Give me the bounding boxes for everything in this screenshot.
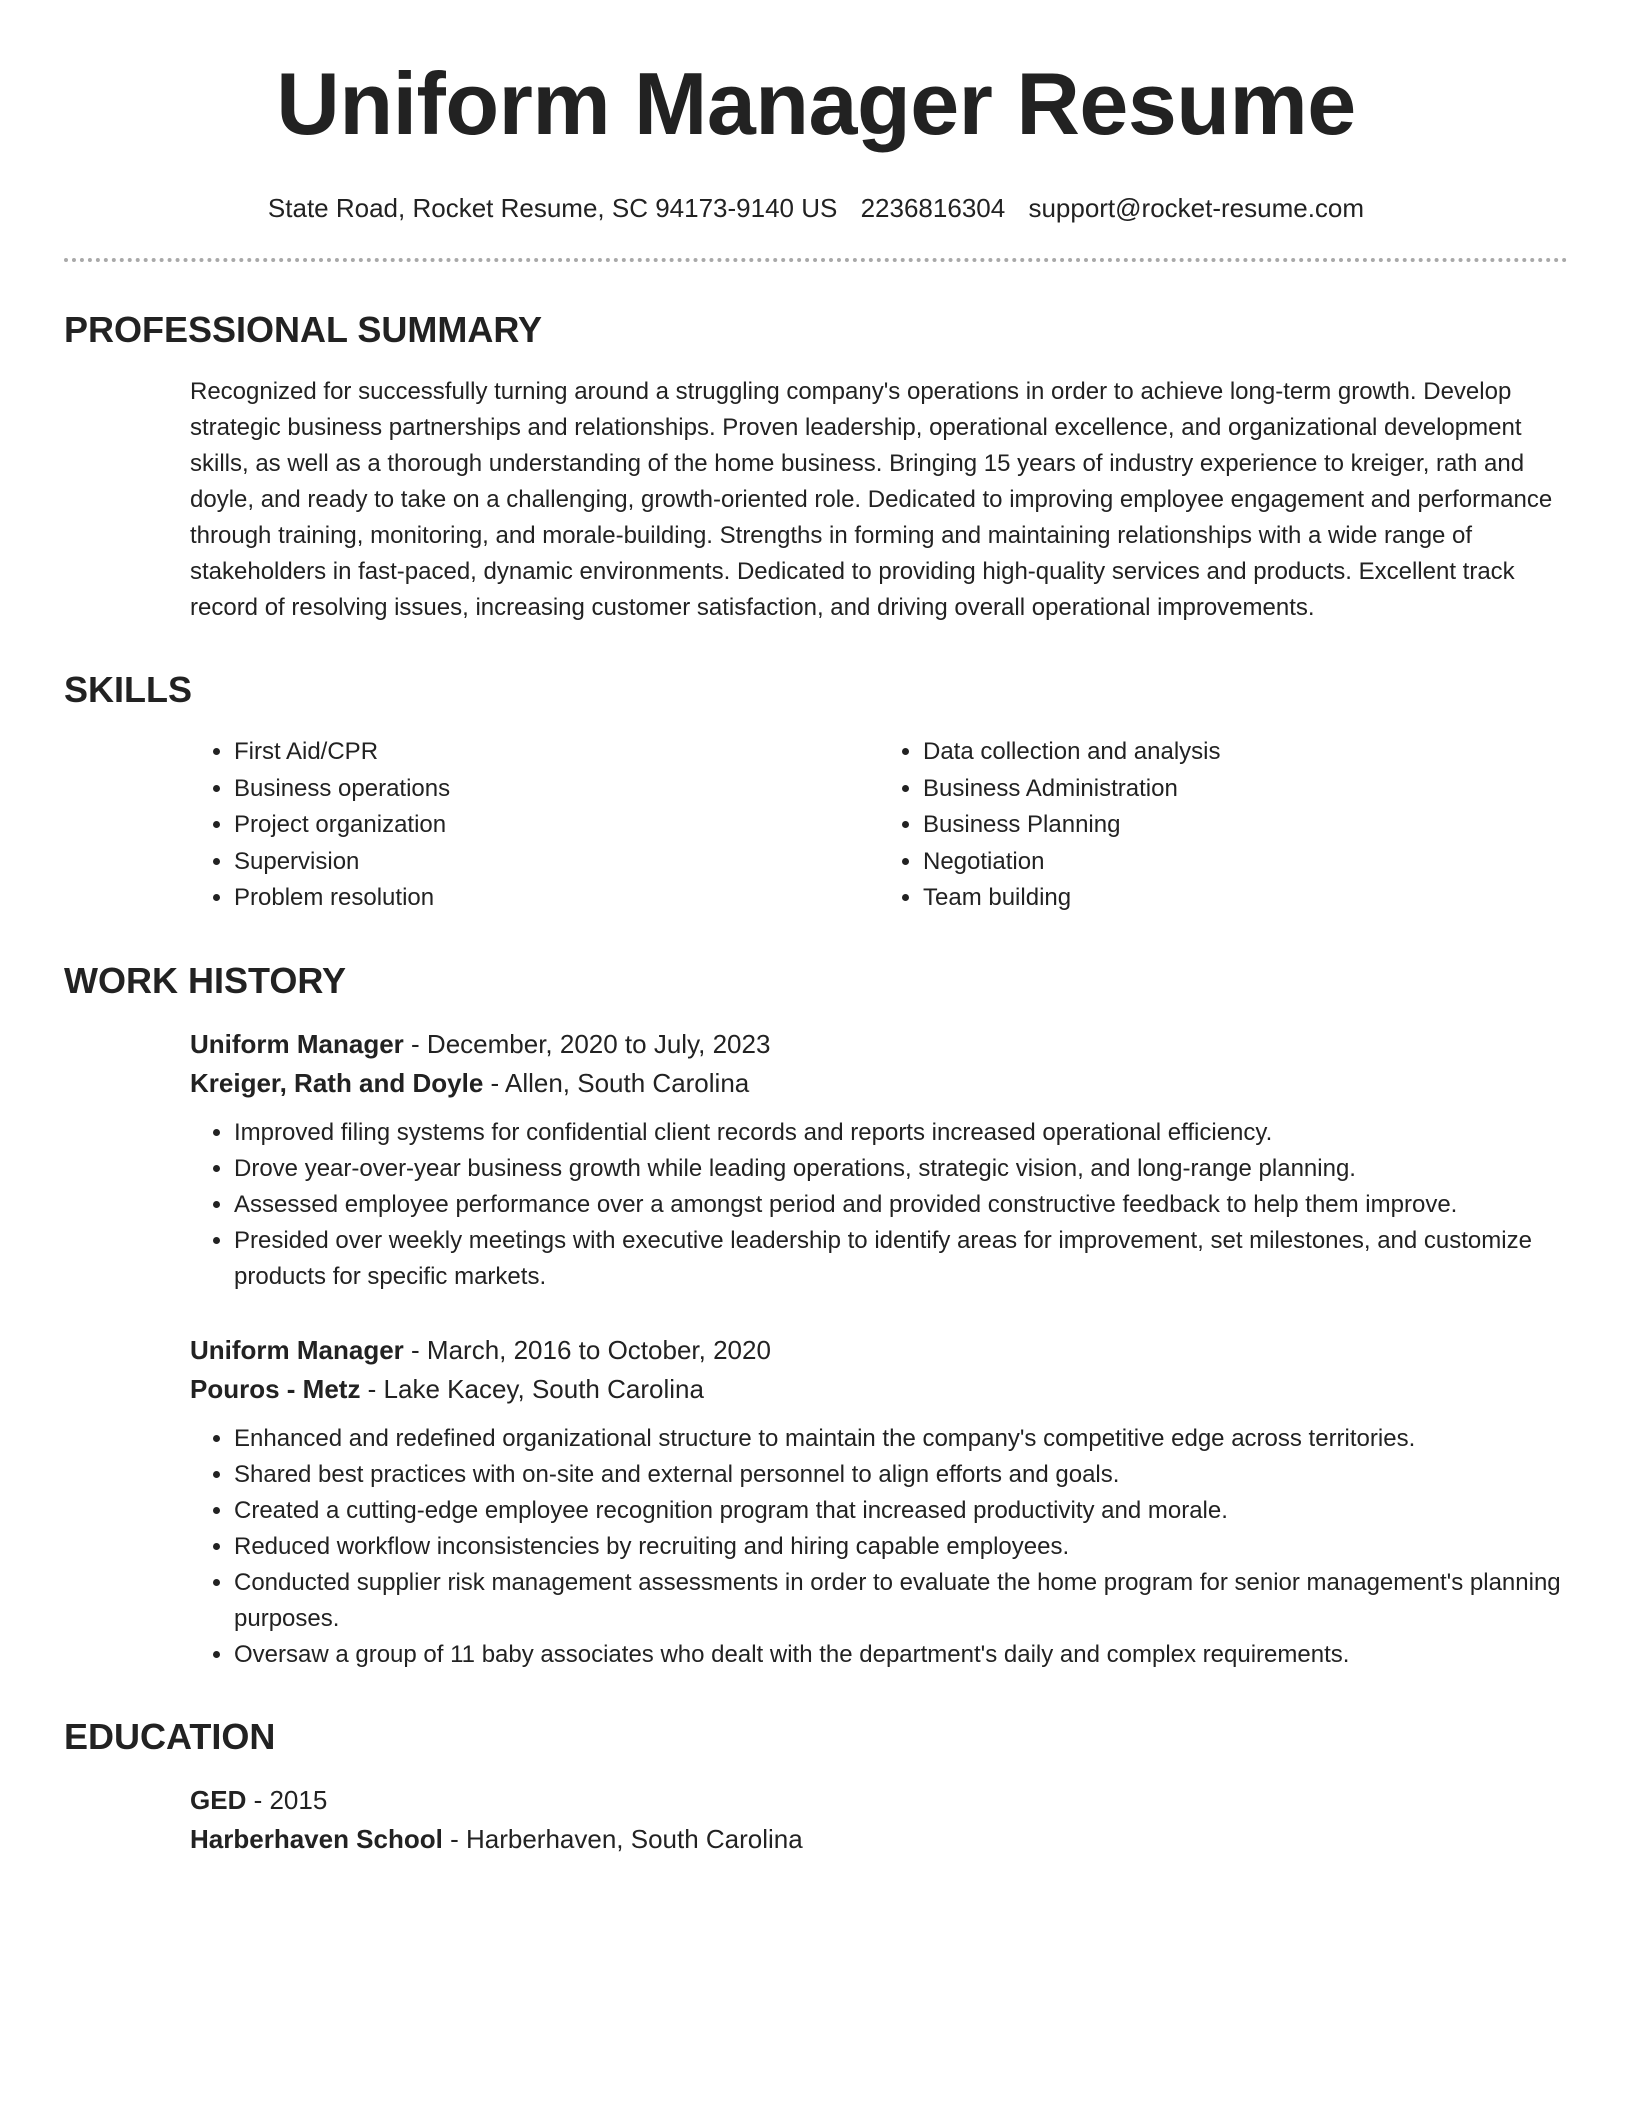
resume-title: Uniform Manager Resume [276,54,1356,153]
skills-section [64,668,1568,917]
skill-item: • Supervision [234,844,879,881]
summary-section [64,308,1568,626]
skill-item: • Team building [923,880,1568,917]
summary-text: Recognized for successfully turning around a struggling company's operations in order to achieve long-term growth. Develop strategic business partnerships and relationships. Proven leadership, operational excellence, and organizational development skills, as well as a thorough understanding of the home business. Bringing 15 years of industry experience to kreiger, rath and doyle, and ready to take on a challenging, growth-oriented role. Dedicated to improving employee engagement and performance through training, monitoring, and morale-building. Strengths in forming and maintaining relationships with a wide range of stakeholders in fast-paced, dynamic environments. Dedicated to providing high-quality services and products. Excellent track record of resolving issues, increasing customer satisfaction, and driving overall operational improvements. [190,378,1553,621]
summary-heading: PROFESSIONAL SUMMARY [64,309,543,350]
skill-item: • Project organization [234,807,879,844]
job-company: Kreiger, Rath and Doyle [190,1067,484,1098]
skill-item: • Problem resolution [234,880,879,917]
job-company-line [190,1064,1568,1103]
contact-address: State Road, Rocket Resume, SC 94173-9140 US [267,193,838,223]
job-bullet: • Oversaw a group of 11 baby associates who dealt with the department's daily and complex requirements. [234,1637,1568,1673]
education-location: - Harberhaven, South Carolina [442,1823,803,1854]
job-location: - Allen, South Carolina [483,1067,750,1098]
job-bullet: • Created a cutting-edge employee recognition program that increased productivity and morale. [234,1493,1568,1529]
education-entry [190,1781,1568,1859]
job-bullet: • Enhanced and redefined organizational structure to maintain the company's competitive edge across territories. [234,1421,1568,1457]
skill-item: • Business Administration [923,771,1568,808]
job-title-line [190,1331,1568,1370]
job-title: Uniform Manager [190,1334,404,1365]
job-bullet: • Assessed employee performance over a amongst period and provided constructive feedback to help them improve. [234,1187,1568,1223]
education-heading: EDUCATION [64,1715,276,1757]
skills-list-right [879,734,1568,917]
education-degree-line [190,1781,1568,1820]
skill-item: • First Aid/CPR [234,734,879,771]
job-entry [190,1025,1568,1295]
skills-heading: SKILLS [64,669,193,710]
job-bullets [190,1421,1568,1673]
job-bullet: • Improved filing systems for confidential client records and reports increased operational efficiency. [234,1115,1568,1151]
skill-item: • Business operations [234,771,879,808]
skill-item: • Negotiation [923,844,1568,881]
contact-phone: 2236816304 [860,193,1006,223]
education-section [64,1715,1568,1859]
education-year: - 2015 [246,1784,328,1815]
job-title: Uniform Manager [190,1028,404,1059]
job-bullet: • Shared best practices with on-site and external personnel to align efforts and goals. [234,1457,1568,1493]
contact-email: support@rocket-resume.com [1028,193,1365,223]
education-degree: GED [190,1784,247,1815]
education-school: Harberhaven School [190,1823,443,1854]
work-history-heading: WORK HISTORY [64,959,347,1001]
job-bullet: • Drove year-over-year business growth while leading operations, strategic vision, and long-range planning. [234,1151,1568,1187]
skills-grid [190,734,1568,917]
job-title-line [190,1025,1568,1064]
job-bullet: • Conducted supplier risk management assessments in order to evaluate the home program for senior management's planning purposes. [234,1565,1568,1637]
skill-item: • Business Planning [923,807,1568,844]
job-entry [190,1331,1568,1673]
job-dates: - March, 2016 to October, 2020 [403,1334,771,1365]
job-company: Pouros - Metz [190,1373,361,1404]
education-school-line [190,1820,1568,1859]
work-history-section [64,959,1568,1673]
skills-list-left [190,734,879,917]
job-bullet: • Reduced workflow inconsistencies by recruiting and hiring capable employees. [234,1529,1568,1565]
job-location: - Lake Kacey, South Carolina [360,1373,704,1404]
job-bullets [190,1115,1568,1295]
job-bullet: • Presided over weekly meetings with executive leadership to identify areas for improvement, set milestones, and customize products for specific markets. [234,1223,1568,1295]
job-dates: - December, 2020 to July, 2023 [403,1028,771,1059]
header-divider [64,258,1568,262]
contact-line [64,192,1568,224]
skill-item: • Data collection and analysis [923,734,1568,771]
job-company-line [190,1370,1568,1409]
